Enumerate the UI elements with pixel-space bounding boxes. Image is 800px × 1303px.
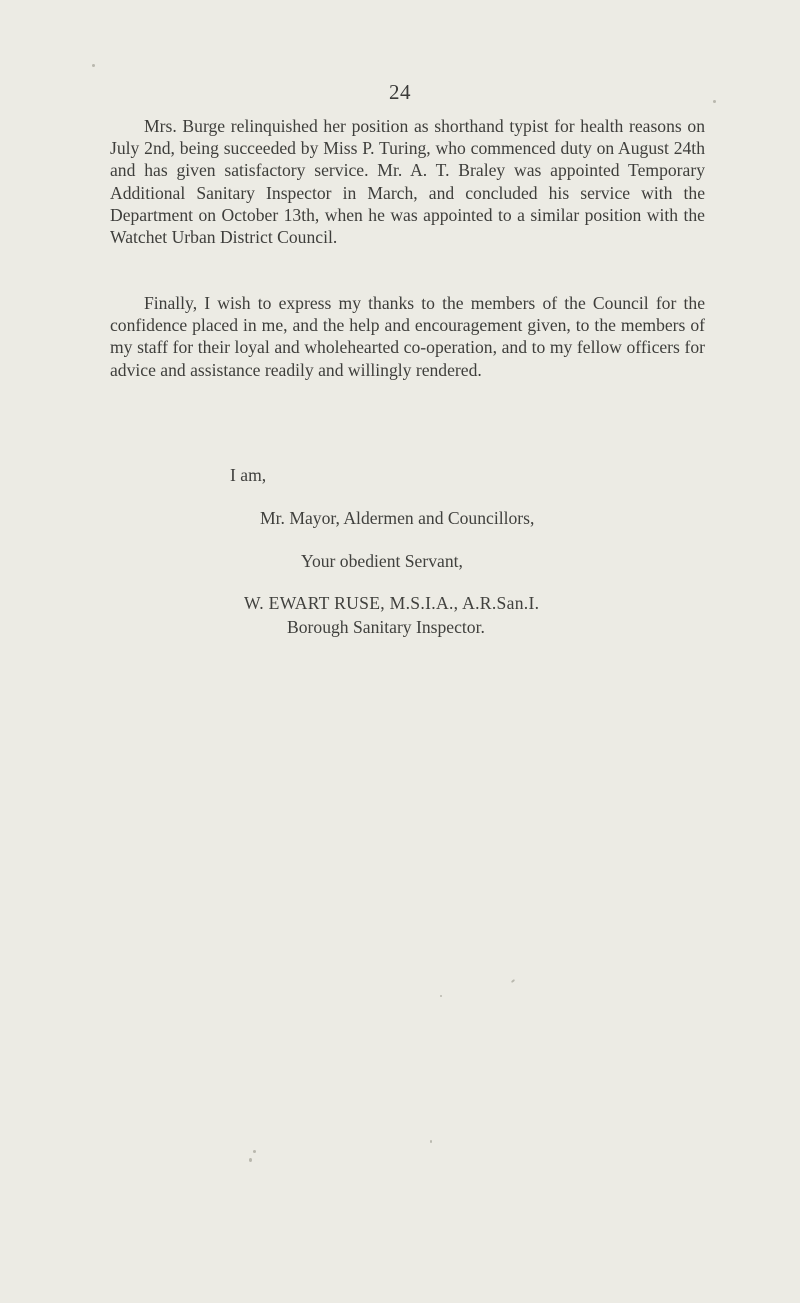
paper-speck (249, 1158, 252, 1162)
closing-i-am: I am, (230, 465, 267, 485)
paper-speck (253, 1150, 256, 1153)
thanks-paragraph: Finally, I wish to express my thanks to the members of the Council for the confidence placed in me, and the help and encouragement given, to the members of my staff for their loyal and wholehearted co-operation, and to my fellow officers for advice and assistance readily and willingly rendered. (110, 293, 705, 380)
paper-speck (713, 100, 716, 103)
paper-speck (511, 979, 515, 983)
paper-speck (92, 64, 95, 67)
paper-speck (440, 995, 442, 997)
closing-address: Mr. Mayor, Aldermen and Councillors, (260, 508, 535, 528)
page-number: 24 (389, 80, 411, 104)
paper-speck (430, 1140, 432, 1143)
signature-title: Borough Sanitary Inspector. (287, 617, 485, 637)
staff-changes-paragraph: Mrs. Burge relinquished her position as shorthand typist for health reasons on July 2nd, being succeeded by Miss P. Turing, who commenced duty on August 24th and has given satisfactory service. Mr. A. T. Braley was appointed Temporary Additional Sanitary Inspector in March, and concluded his service with the Department on October 13th, when he was appointed to a similar position with the Watchet Urban District Council. (110, 116, 705, 248)
signature-name: W. EWART RUSE, M.S.I.A., A.R.San.I. (244, 593, 540, 613)
closing-servant: Your obedient Servant, (301, 551, 463, 571)
